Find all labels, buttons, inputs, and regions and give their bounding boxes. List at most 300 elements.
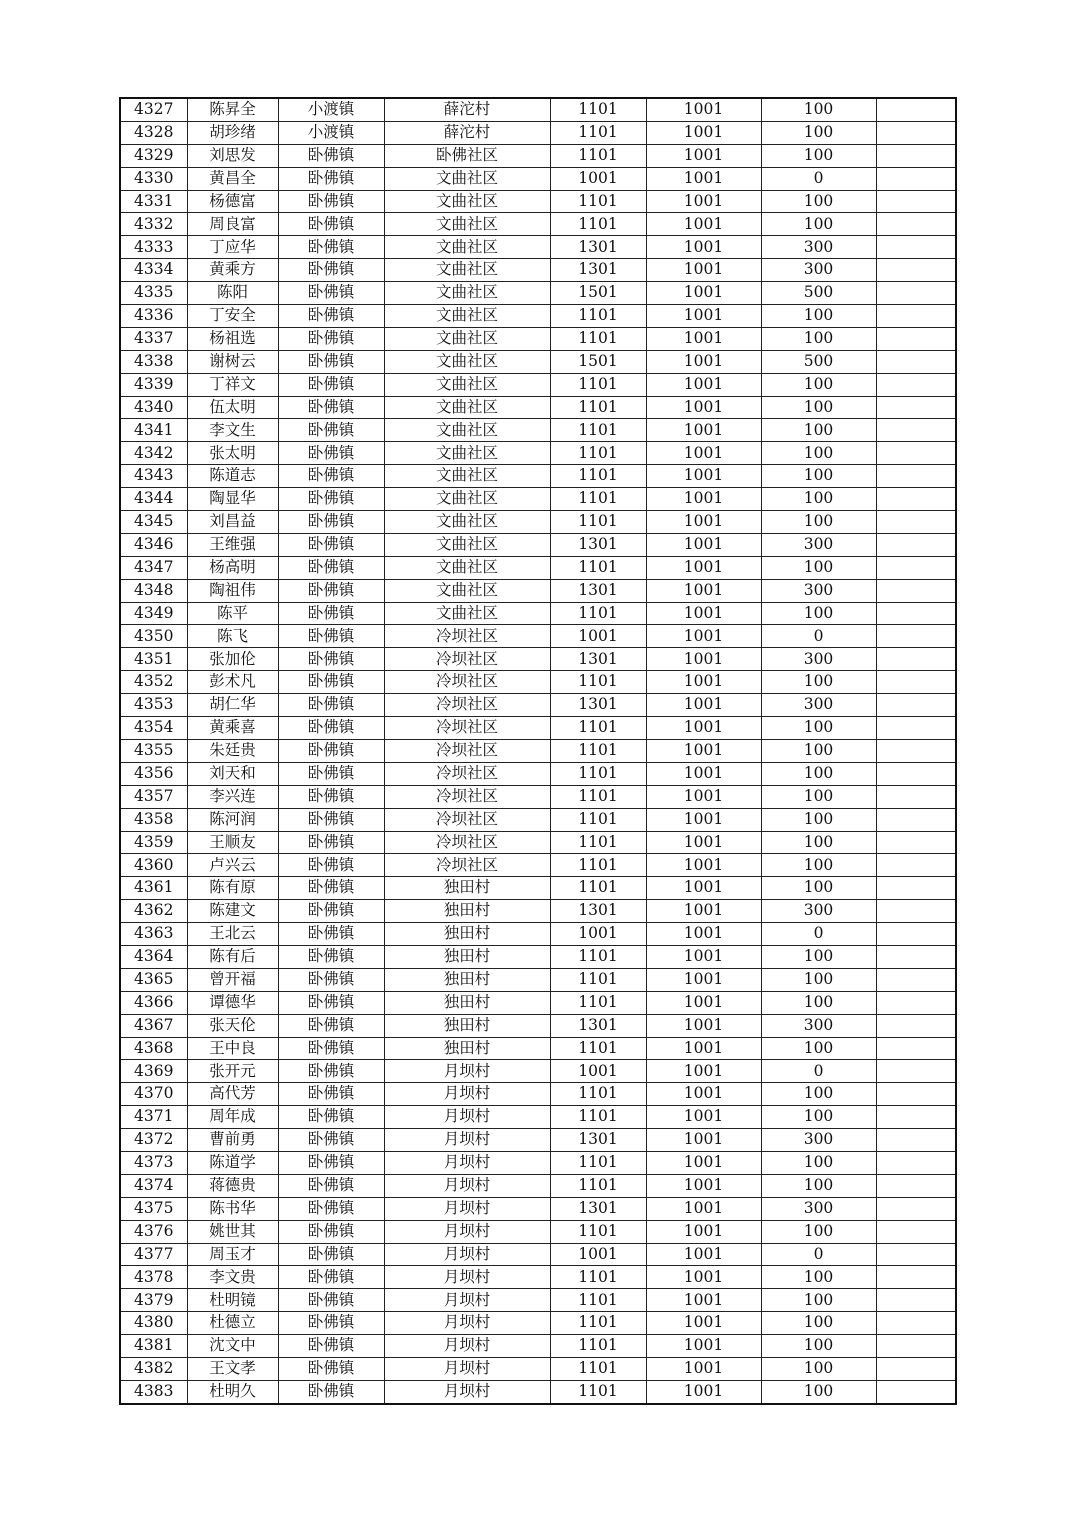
code-a-cell: 1501 [550, 282, 646, 305]
table-row [120, 167, 956, 190]
village-cell: 月坝村 [384, 1357, 550, 1380]
name-cell: 陈有后 [187, 945, 278, 968]
town-cell: 卧佛镇 [278, 1357, 384, 1380]
table-row [120, 419, 956, 442]
table-row [120, 671, 956, 694]
town-cell: 卧佛镇 [278, 1151, 384, 1174]
table-row [120, 1060, 956, 1083]
amount-cell: 300 [761, 1197, 876, 1220]
amount-cell: 100 [761, 98, 876, 121]
name-cell: 杜明久 [187, 1380, 278, 1403]
table-row [120, 213, 956, 236]
code-b-cell: 1001 [646, 1129, 761, 1152]
town-cell: 卧佛镇 [278, 556, 384, 579]
name-cell: 张开元 [187, 1060, 278, 1083]
row-number-cell: 4341 [120, 419, 187, 442]
code-a-cell: 1101 [550, 1037, 646, 1060]
name-cell: 黄昌全 [187, 167, 278, 190]
name-cell: 杜明镜 [187, 1289, 278, 1312]
code-a-cell: 1101 [550, 991, 646, 1014]
table-row [120, 305, 956, 328]
amount-cell: 100 [761, 144, 876, 167]
village-cell: 文曲社区 [384, 396, 550, 419]
remark-cell [876, 1197, 956, 1220]
table-row [120, 968, 956, 991]
code-a-cell: 1101 [550, 1335, 646, 1358]
village-cell: 独田村 [384, 1037, 550, 1060]
table-row [120, 488, 956, 511]
code-b-cell: 1001 [646, 1289, 761, 1312]
remark-cell [876, 602, 956, 625]
town-cell: 小渡镇 [278, 121, 384, 144]
remark-cell [876, 1243, 956, 1266]
code-b-cell: 1001 [646, 625, 761, 648]
remark-cell [876, 1060, 956, 1083]
code-b-cell: 1001 [646, 488, 761, 511]
table-row [120, 785, 956, 808]
town-cell: 卧佛镇 [278, 945, 384, 968]
remark-cell [876, 327, 956, 350]
name-cell: 陈道志 [187, 465, 278, 488]
table-row [120, 1106, 956, 1129]
table-row [120, 1037, 956, 1060]
code-a-cell: 1301 [550, 533, 646, 556]
name-cell: 谢树云 [187, 350, 278, 373]
row-number-cell: 4343 [120, 465, 187, 488]
code-b-cell: 1001 [646, 739, 761, 762]
row-number-cell: 4338 [120, 350, 187, 373]
amount-cell: 100 [761, 945, 876, 968]
town-cell: 卧佛镇 [278, 511, 384, 534]
row-number-cell: 4328 [120, 121, 187, 144]
code-b-cell: 1001 [646, 671, 761, 694]
village-cell: 月坝村 [384, 1151, 550, 1174]
name-cell: 彭术凡 [187, 671, 278, 694]
code-b-cell: 1001 [646, 831, 761, 854]
remark-cell [876, 1312, 956, 1335]
town-cell: 卧佛镇 [278, 900, 384, 923]
remark-cell [876, 1220, 956, 1243]
code-a-cell: 1101 [550, 1151, 646, 1174]
code-a-cell: 1101 [550, 556, 646, 579]
row-number-cell: 4372 [120, 1129, 187, 1152]
code-b-cell: 1001 [646, 762, 761, 785]
amount-cell: 100 [761, 327, 876, 350]
amount-cell: 100 [761, 213, 876, 236]
table-row [120, 121, 956, 144]
table-row [120, 991, 956, 1014]
name-cell: 伍太明 [187, 396, 278, 419]
amount-cell: 100 [761, 121, 876, 144]
row-number-cell: 4330 [120, 167, 187, 190]
remark-cell [876, 465, 956, 488]
town-cell: 卧佛镇 [278, 488, 384, 511]
row-number-cell: 4335 [120, 282, 187, 305]
name-cell: 蒋德贵 [187, 1174, 278, 1197]
amount-cell: 100 [761, 831, 876, 854]
town-cell: 卧佛镇 [278, 419, 384, 442]
code-b-cell: 1001 [646, 350, 761, 373]
remark-cell [876, 442, 956, 465]
code-a-cell: 1101 [550, 465, 646, 488]
town-cell: 卧佛镇 [278, 831, 384, 854]
remark-cell [876, 717, 956, 740]
village-cell: 月坝村 [384, 1220, 550, 1243]
code-b-cell: 1001 [646, 1174, 761, 1197]
table-row [120, 739, 956, 762]
table-row [120, 327, 956, 350]
name-cell: 姚世其 [187, 1220, 278, 1243]
row-number-cell: 4360 [120, 854, 187, 877]
remark-cell [876, 900, 956, 923]
village-cell: 文曲社区 [384, 533, 550, 556]
village-cell: 文曲社区 [384, 465, 550, 488]
remark-cell [876, 121, 956, 144]
code-b-cell: 1001 [646, 327, 761, 350]
amount-cell: 100 [761, 1174, 876, 1197]
code-a-cell: 1001 [550, 923, 646, 946]
row-number-cell: 4351 [120, 648, 187, 671]
code-b-cell: 1001 [646, 167, 761, 190]
name-cell: 陈书华 [187, 1197, 278, 1220]
code-a-cell: 1101 [550, 717, 646, 740]
village-cell: 文曲社区 [384, 213, 550, 236]
row-number-cell: 4345 [120, 511, 187, 534]
table-row [120, 350, 956, 373]
remark-cell [876, 739, 956, 762]
code-a-cell: 1301 [550, 1014, 646, 1037]
remark-cell [876, 1174, 956, 1197]
row-number-cell: 4355 [120, 739, 187, 762]
remark-cell [876, 1289, 956, 1312]
row-number-cell: 4344 [120, 488, 187, 511]
name-cell: 李文生 [187, 419, 278, 442]
name-cell: 陶显华 [187, 488, 278, 511]
code-b-cell: 1001 [646, 900, 761, 923]
code-a-cell: 1101 [550, 1220, 646, 1243]
town-cell: 卧佛镇 [278, 1174, 384, 1197]
row-number-cell: 4365 [120, 968, 187, 991]
table-row [120, 190, 956, 213]
village-cell: 文曲社区 [384, 282, 550, 305]
amount-cell: 100 [761, 419, 876, 442]
town-cell: 卧佛镇 [278, 305, 384, 328]
village-cell: 月坝村 [384, 1243, 550, 1266]
table-row [120, 831, 956, 854]
table-row [120, 236, 956, 259]
town-cell: 卧佛镇 [278, 808, 384, 831]
remark-cell [876, 1335, 956, 1358]
row-number-cell: 4373 [120, 1151, 187, 1174]
amount-cell: 100 [761, 991, 876, 1014]
code-a-cell: 1101 [550, 98, 646, 121]
code-b-cell: 1001 [646, 1106, 761, 1129]
name-cell: 周年成 [187, 1106, 278, 1129]
code-b-cell: 1001 [646, 1037, 761, 1060]
name-cell: 黄乘喜 [187, 717, 278, 740]
amount-cell: 300 [761, 648, 876, 671]
amount-cell: 100 [761, 1151, 876, 1174]
town-cell: 卧佛镇 [278, 625, 384, 648]
amount-cell: 100 [761, 1220, 876, 1243]
town-cell: 卧佛镇 [278, 785, 384, 808]
remark-cell [876, 877, 956, 900]
name-cell: 卢兴云 [187, 854, 278, 877]
table-row [120, 1129, 956, 1152]
table-row [120, 373, 956, 396]
table-row [120, 533, 956, 556]
code-a-cell: 1101 [550, 327, 646, 350]
village-cell: 文曲社区 [384, 442, 550, 465]
code-b-cell: 1001 [646, 1060, 761, 1083]
table-row [120, 945, 956, 968]
town-cell: 卧佛镇 [278, 1037, 384, 1060]
row-number-cell: 4342 [120, 442, 187, 465]
amount-cell: 100 [761, 1289, 876, 1312]
code-b-cell: 1001 [646, 579, 761, 602]
remark-cell [876, 533, 956, 556]
town-cell: 卧佛镇 [278, 717, 384, 740]
code-b-cell: 1001 [646, 1312, 761, 1335]
name-cell: 黄乘方 [187, 259, 278, 282]
name-cell: 杜德立 [187, 1312, 278, 1335]
village-cell: 冷坝社区 [384, 808, 550, 831]
name-cell: 曾开福 [187, 968, 278, 991]
town-cell: 卧佛镇 [278, 854, 384, 877]
name-cell: 陶祖伟 [187, 579, 278, 602]
amount-cell: 100 [761, 511, 876, 534]
amount-cell: 100 [761, 396, 876, 419]
code-b-cell: 1001 [646, 877, 761, 900]
code-a-cell: 1301 [550, 648, 646, 671]
code-a-cell: 1101 [550, 144, 646, 167]
code-b-cell: 1001 [646, 968, 761, 991]
code-a-cell: 1001 [550, 167, 646, 190]
amount-cell: 300 [761, 236, 876, 259]
amount-cell: 0 [761, 1243, 876, 1266]
row-number-cell: 4357 [120, 785, 187, 808]
town-cell: 卧佛镇 [278, 396, 384, 419]
table-row [120, 465, 956, 488]
village-cell: 冷坝社区 [384, 762, 550, 785]
village-cell: 月坝村 [384, 1197, 550, 1220]
town-cell: 卧佛镇 [278, 1289, 384, 1312]
row-number-cell: 4331 [120, 190, 187, 213]
amount-cell: 100 [761, 808, 876, 831]
town-cell: 卧佛镇 [278, 144, 384, 167]
table-row [120, 1197, 956, 1220]
table-row [120, 396, 956, 419]
remark-cell [876, 259, 956, 282]
remark-cell [876, 579, 956, 602]
code-a-cell: 1101 [550, 511, 646, 534]
name-cell: 沈文中 [187, 1335, 278, 1358]
row-number-cell: 4333 [120, 236, 187, 259]
remark-cell [876, 350, 956, 373]
table-body [120, 98, 956, 1404]
code-a-cell: 1101 [550, 305, 646, 328]
code-a-cell: 1101 [550, 121, 646, 144]
village-cell: 月坝村 [384, 1174, 550, 1197]
village-cell: 月坝村 [384, 1312, 550, 1335]
code-b-cell: 1001 [646, 945, 761, 968]
town-cell: 卧佛镇 [278, 602, 384, 625]
code-b-cell: 1001 [646, 808, 761, 831]
town-cell: 卧佛镇 [278, 533, 384, 556]
row-number-cell: 4352 [120, 671, 187, 694]
row-number-cell: 4374 [120, 1174, 187, 1197]
table-row [120, 648, 956, 671]
remark-cell [876, 396, 956, 419]
village-cell: 文曲社区 [384, 327, 550, 350]
code-b-cell: 1001 [646, 923, 761, 946]
code-b-cell: 1001 [646, 213, 761, 236]
village-cell: 冷坝社区 [384, 739, 550, 762]
table-row [120, 1335, 956, 1358]
row-number-cell: 4378 [120, 1266, 187, 1289]
table-row [120, 1174, 956, 1197]
remark-cell [876, 625, 956, 648]
data-table [119, 97, 957, 1405]
code-a-cell: 1101 [550, 785, 646, 808]
town-cell: 卧佛镇 [278, 1220, 384, 1243]
town-cell: 卧佛镇 [278, 991, 384, 1014]
code-a-cell: 1301 [550, 236, 646, 259]
code-b-cell: 1001 [646, 1335, 761, 1358]
remark-cell [876, 305, 956, 328]
code-a-cell: 1101 [550, 808, 646, 831]
code-b-cell: 1001 [646, 602, 761, 625]
code-a-cell: 1101 [550, 945, 646, 968]
table-row [120, 511, 956, 534]
code-b-cell: 1001 [646, 533, 761, 556]
amount-cell: 100 [761, 190, 876, 213]
amount-cell: 0 [761, 1060, 876, 1083]
row-number-cell: 4339 [120, 373, 187, 396]
name-cell: 胡仁华 [187, 694, 278, 717]
code-a-cell: 1101 [550, 831, 646, 854]
code-b-cell: 1001 [646, 991, 761, 1014]
village-cell: 薛沱村 [384, 121, 550, 144]
town-cell: 卧佛镇 [278, 762, 384, 785]
town-cell: 卧佛镇 [278, 1266, 384, 1289]
table-row [120, 144, 956, 167]
name-cell: 胡珍绪 [187, 121, 278, 144]
code-a-cell: 1101 [550, 1266, 646, 1289]
town-cell: 卧佛镇 [278, 167, 384, 190]
code-b-cell: 1001 [646, 717, 761, 740]
remark-cell [876, 648, 956, 671]
remark-cell [876, 762, 956, 785]
village-cell: 文曲社区 [384, 511, 550, 534]
town-cell: 卧佛镇 [278, 1335, 384, 1358]
name-cell: 刘思发 [187, 144, 278, 167]
remark-cell [876, 991, 956, 1014]
remark-cell [876, 1380, 956, 1403]
row-number-cell: 4346 [120, 533, 187, 556]
remark-cell [876, 98, 956, 121]
amount-cell: 100 [761, 1380, 876, 1403]
row-number-cell: 4362 [120, 900, 187, 923]
amount-cell: 100 [761, 488, 876, 511]
row-number-cell: 4359 [120, 831, 187, 854]
code-a-cell: 1101 [550, 602, 646, 625]
remark-cell [876, 1357, 956, 1380]
code-a-cell: 1101 [550, 190, 646, 213]
code-b-cell: 1001 [646, 1151, 761, 1174]
table-row [120, 854, 956, 877]
town-cell: 卧佛镇 [278, 213, 384, 236]
code-b-cell: 1001 [646, 144, 761, 167]
code-b-cell: 1001 [646, 785, 761, 808]
table-row [120, 808, 956, 831]
code-b-cell: 1001 [646, 648, 761, 671]
name-cell: 丁祥文 [187, 373, 278, 396]
row-number-cell: 4382 [120, 1357, 187, 1380]
code-b-cell: 1001 [646, 1266, 761, 1289]
remark-cell [876, 671, 956, 694]
code-a-cell: 1301 [550, 1129, 646, 1152]
row-number-cell: 4348 [120, 579, 187, 602]
table-row [120, 98, 956, 121]
town-cell: 卧佛镇 [278, 1312, 384, 1335]
name-cell: 曹前勇 [187, 1129, 278, 1152]
amount-cell: 100 [761, 762, 876, 785]
code-a-cell: 1101 [550, 213, 646, 236]
amount-cell: 100 [761, 602, 876, 625]
code-b-cell: 1001 [646, 396, 761, 419]
amount-cell: 300 [761, 1129, 876, 1152]
town-cell: 卧佛镇 [278, 968, 384, 991]
remark-cell [876, 694, 956, 717]
row-number-cell: 4350 [120, 625, 187, 648]
remark-cell [876, 213, 956, 236]
code-b-cell: 1001 [646, 1243, 761, 1266]
town-cell: 卧佛镇 [278, 442, 384, 465]
table-row [120, 1357, 956, 1380]
amount-cell: 100 [761, 1335, 876, 1358]
amount-cell: 300 [761, 579, 876, 602]
name-cell: 朱廷贵 [187, 739, 278, 762]
name-cell: 陈平 [187, 602, 278, 625]
village-cell: 文曲社区 [384, 305, 550, 328]
code-b-cell: 1001 [646, 465, 761, 488]
code-a-cell: 1101 [550, 968, 646, 991]
remark-cell [876, 1266, 956, 1289]
town-cell: 卧佛镇 [278, 190, 384, 213]
village-cell: 文曲社区 [384, 190, 550, 213]
amount-cell: 100 [761, 785, 876, 808]
remark-cell [876, 1037, 956, 1060]
name-cell: 李兴连 [187, 785, 278, 808]
row-number-cell: 4367 [120, 1014, 187, 1037]
name-cell: 陈道学 [187, 1151, 278, 1174]
code-b-cell: 1001 [646, 373, 761, 396]
table-row [120, 1380, 956, 1403]
name-cell: 张加伦 [187, 648, 278, 671]
amount-cell: 300 [761, 533, 876, 556]
village-cell: 月坝村 [384, 1266, 550, 1289]
town-cell: 卧佛镇 [278, 259, 384, 282]
name-cell: 谭德华 [187, 991, 278, 1014]
name-cell: 陈建文 [187, 900, 278, 923]
village-cell: 冷坝社区 [384, 625, 550, 648]
remark-cell [876, 1106, 956, 1129]
code-b-cell: 1001 [646, 1220, 761, 1243]
remark-cell [876, 236, 956, 259]
amount-cell: 100 [761, 373, 876, 396]
remark-cell [876, 968, 956, 991]
